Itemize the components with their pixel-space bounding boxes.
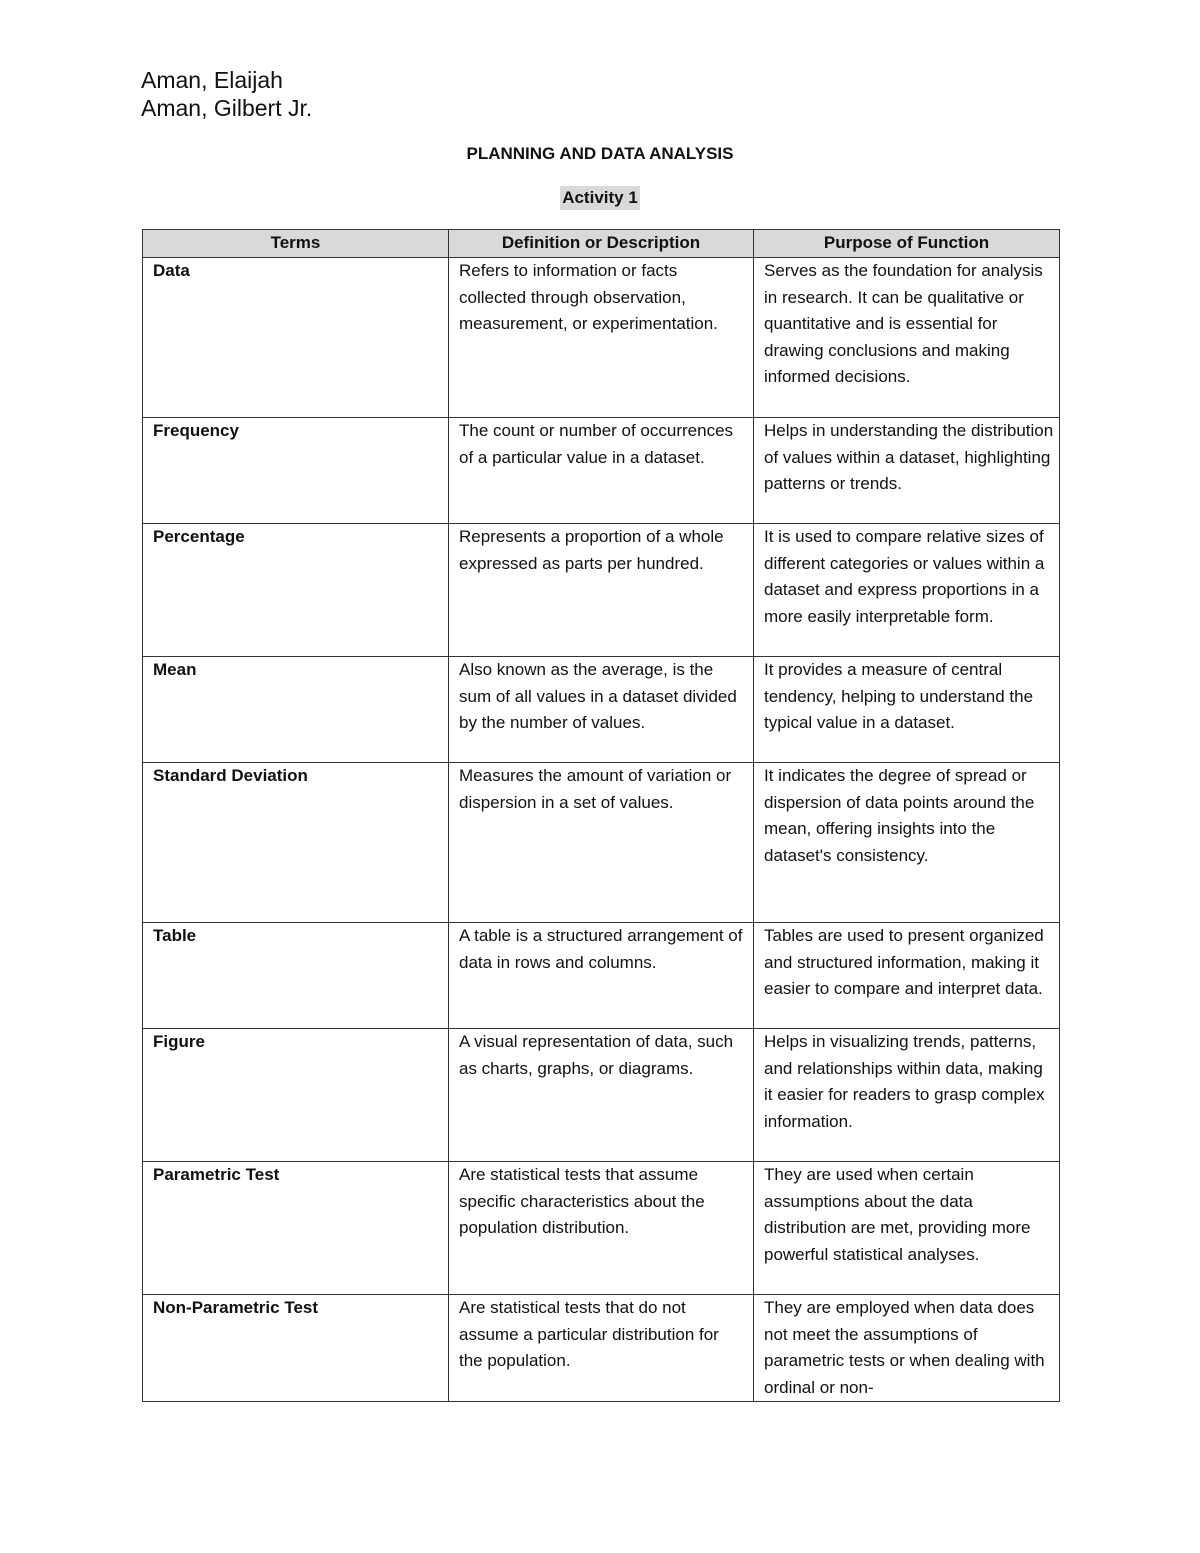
term-cell: Percentage [143, 524, 449, 657]
purpose-cell: Helps in visualizing trends, patterns, and relationships within data, making it easier for readers to grasp complex information. [754, 1029, 1060, 1162]
column-header-terms: Terms [143, 230, 449, 258]
purpose-cell: It is used to compare relative sizes of different categories or values within a dataset and express proportions in a more easily interpretable form. [754, 524, 1060, 657]
term-cell: Frequency [143, 418, 449, 524]
purpose-cell: It indicates the degree of spread or dispersion of data points around the mean, offering insights into the dataset's consistency. [754, 763, 1060, 923]
table-row [143, 763, 1060, 923]
author-name: Aman, Gilbert Jr. [141, 95, 313, 121]
purpose-cell: They are employed when data does not meet the assumptions of parametric tests or when dealing with ordinal or non- [754, 1295, 1060, 1402]
terms-table [142, 229, 1060, 1402]
purpose-cell: It provides a measure of central tendency, helping to understand the typical value in a dataset. [754, 657, 1060, 763]
definition-cell: The count or number of occurrences of a particular value in a dataset. [449, 418, 754, 524]
definition-cell: A table is a structured arrangement of data in rows and columns. [449, 923, 754, 1029]
definition-cell: Refers to information or facts collected through observation, measurement, or experimentation. [449, 258, 754, 418]
definition-cell: Measures the amount of variation or dispersion in a set of values. [449, 763, 754, 923]
term-cell: Table [143, 923, 449, 1029]
definition-cell: A visual representation of data, such as charts, graphs, or diagrams. [449, 1029, 754, 1162]
activity-heading: Activity 1 [560, 186, 640, 210]
table-row [143, 418, 1060, 524]
purpose-cell: Serves as the foundation for analysis in research. It can be qualitative or quantitative and is essential for drawing conclusions and making informed decisions. [754, 258, 1060, 418]
term-cell: Mean [143, 657, 449, 763]
table-row [143, 1029, 1060, 1162]
definition-cell: Are statistical tests that assume specific characteristics about the population distribution. [449, 1162, 754, 1295]
term-cell: Data [143, 258, 449, 418]
activity-heading-row [0, 186, 1200, 210]
definition-cell: Represents a proportion of a whole expressed as parts per hundred. [449, 524, 754, 657]
definition-cell: Are statistical tests that do not assume a particular distribution for the population. [449, 1295, 754, 1402]
table-row [143, 1162, 1060, 1295]
author-names [141, 66, 312, 122]
term-cell: Figure [143, 1029, 449, 1162]
column-header-purpose: Purpose of Function [754, 230, 1060, 258]
purpose-cell: They are used when certain assumptions about the data distribution are met, providing more powerful statistical analyses. [754, 1162, 1060, 1295]
term-cell: Non-Parametric Test [143, 1295, 449, 1402]
table-header-row [143, 230, 1060, 258]
table-row [143, 657, 1060, 763]
table-row [143, 1295, 1060, 1402]
definition-cell: Also known as the average, is the sum of all values in a dataset divided by the number of values. [449, 657, 754, 763]
author-name: Aman, Elaijah [141, 67, 283, 93]
document-title: PLANNING AND DATA ANALYSIS [466, 144, 734, 163]
table-row [143, 258, 1060, 418]
table-row [143, 923, 1060, 1029]
purpose-cell: Tables are used to present organized and structured information, making it easier to compare and interpret data. [754, 923, 1060, 1029]
column-header-definition: Definition or Description [449, 230, 754, 258]
term-cell: Parametric Test [143, 1162, 449, 1295]
table-row [143, 524, 1060, 657]
term-cell: Standard Deviation [143, 763, 449, 923]
purpose-cell: Helps in understanding the distribution of values within a dataset, highlighting patterns or trends. [754, 418, 1060, 524]
